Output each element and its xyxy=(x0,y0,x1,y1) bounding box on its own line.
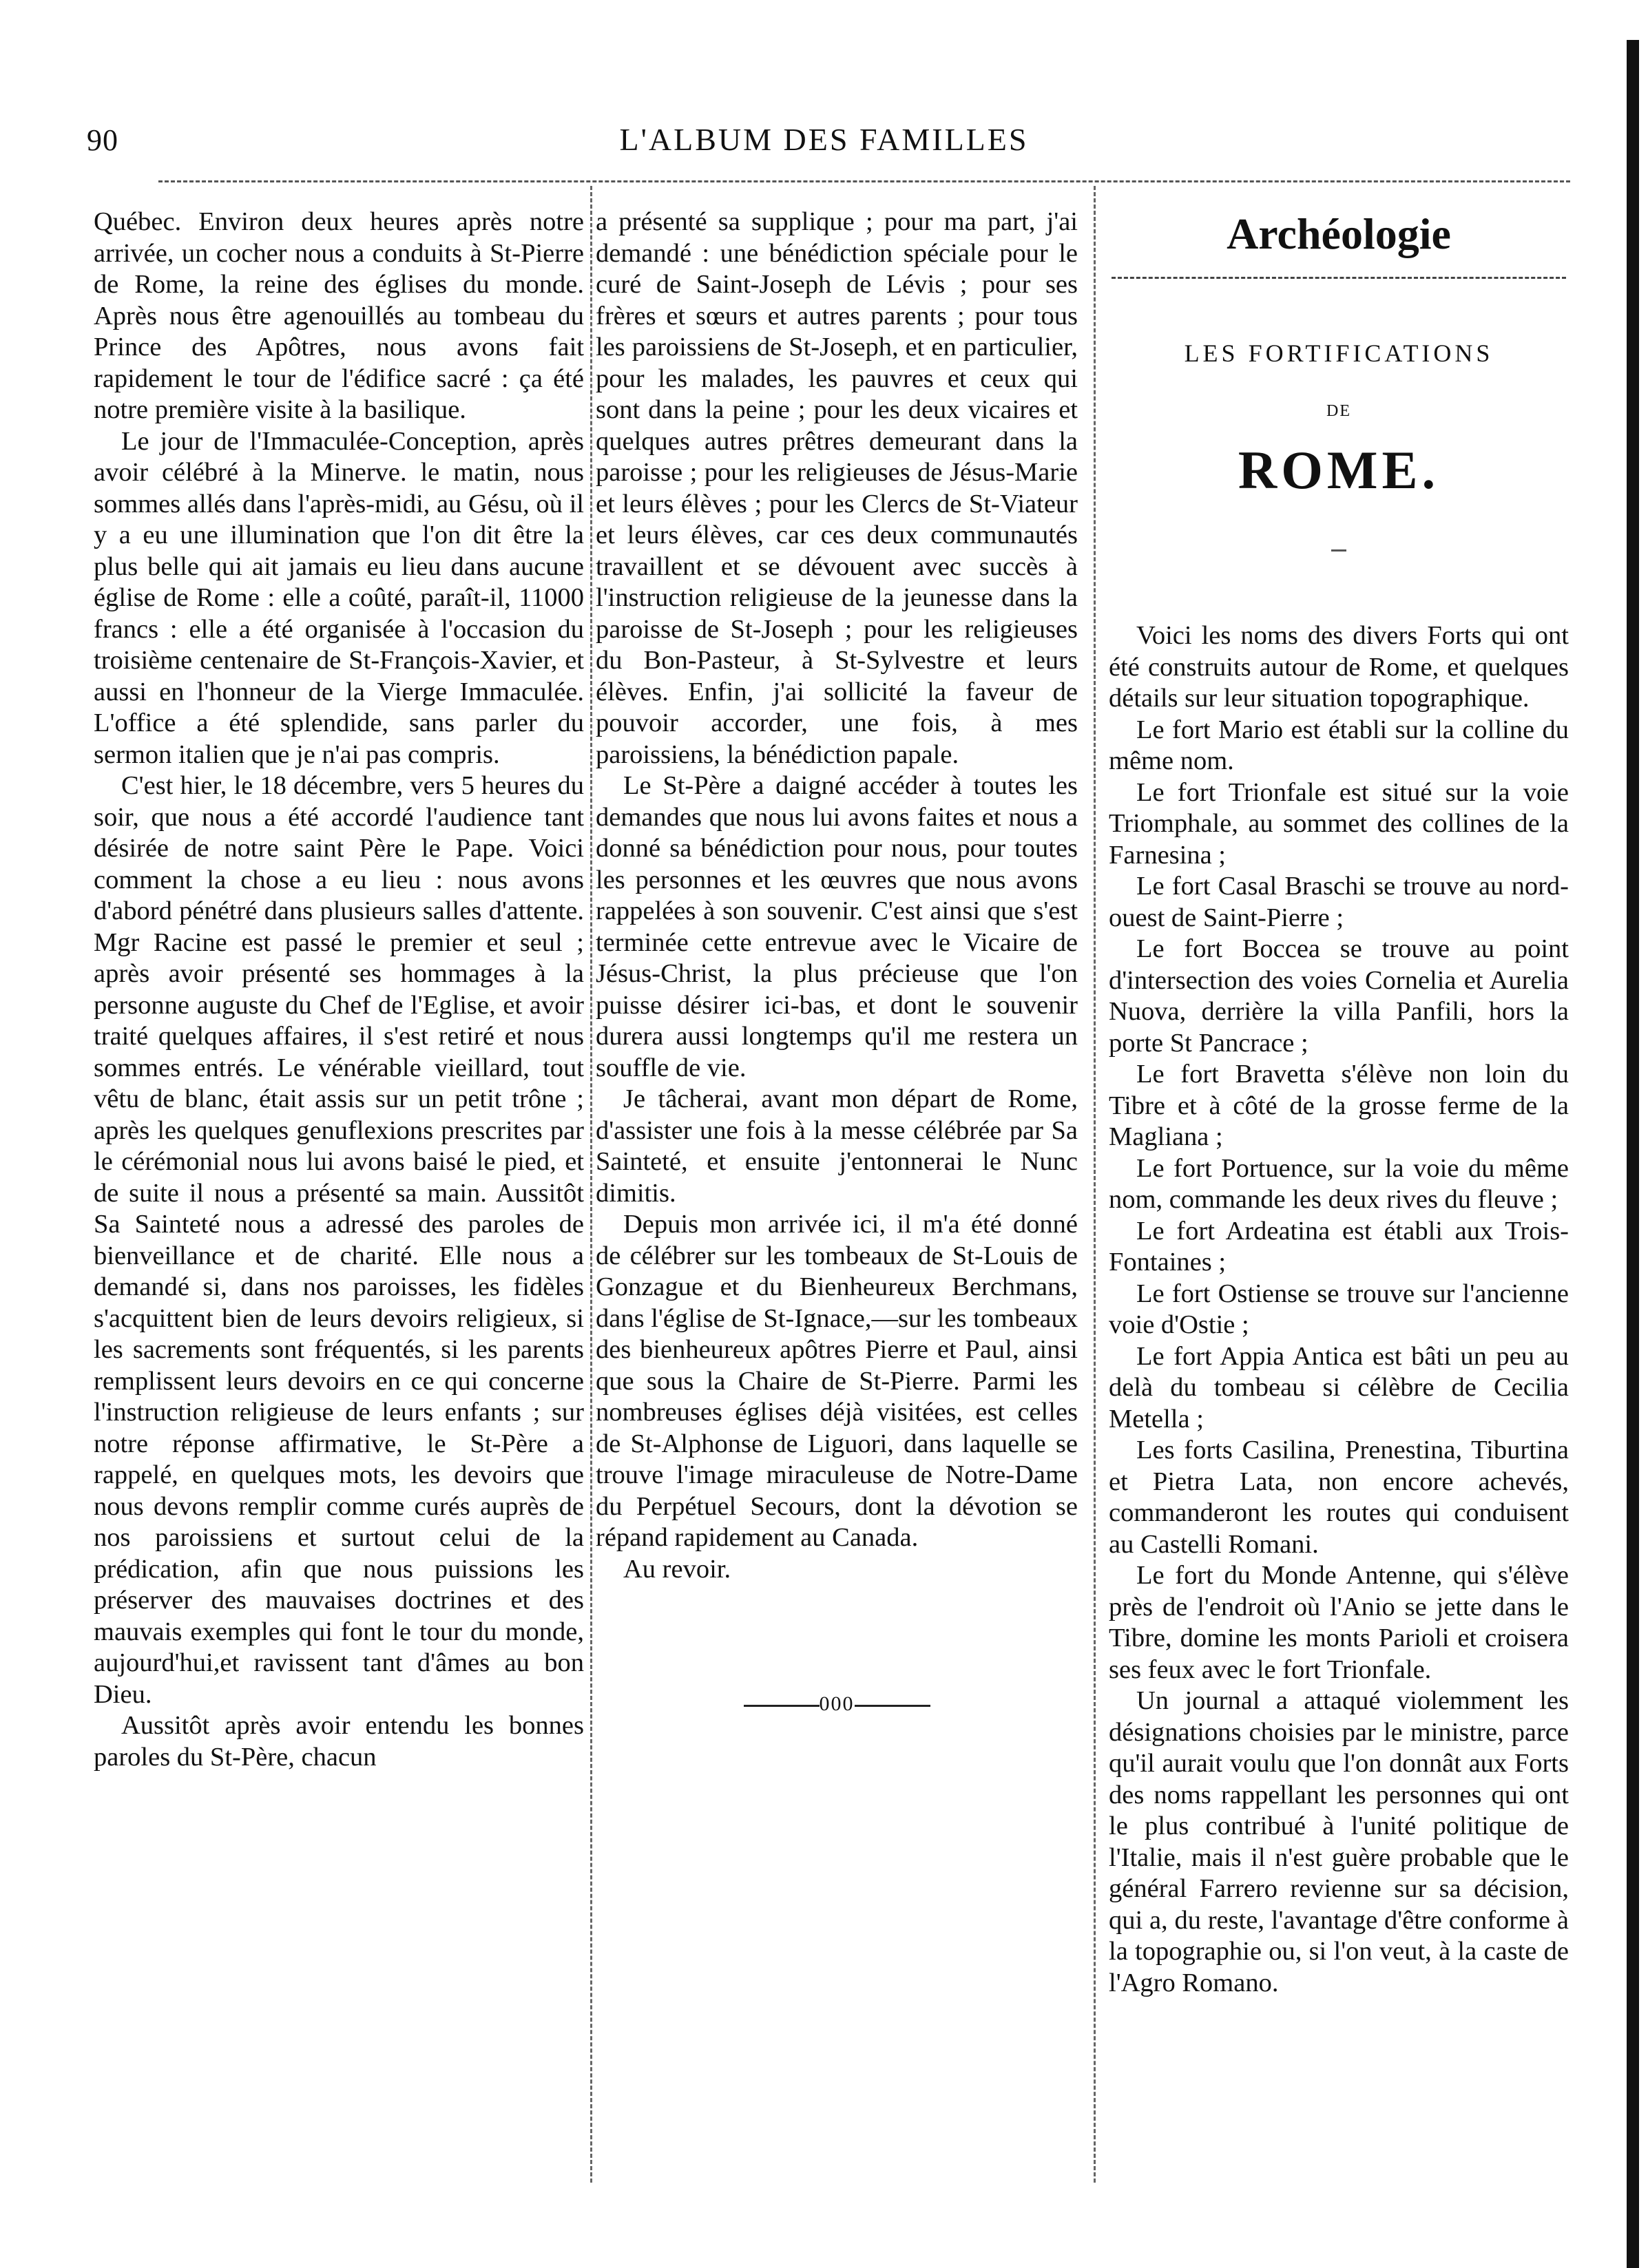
paragraph: Un journal a attaqué violemment les désignations choisies par le ministre, parce qu'il aurait voulu que l'on donnât aux Forts des noms rappellant les personnes qui ont le plus contribué à l'unité politique de l'Italie, mais il n'est guère probable que le général Farrero revienne sur sa décision, qui a, du reste, l'avantage d'être conforme à la topographie ou, si l'on veut, à la caste de l'Agro Romano. xyxy=(1109,1686,1569,1997)
paragraph: Depuis mon arrivée ici, il m'a été donné de célébrer sur les tombeaux de St-Louis de Gonzague et du Bienheureux Berchmans, dans l'église de St-Ignace,—sur les tombeaux des bienheureux apôtres Pierre et Paul, ainsi que sous la Chaire de St-Pierre. Parmi les nombreuses églises déjà visitées, est celles de St-Alphonse de Liguori, dans laquelle se trouve l'image miraculeuse de Notre-Dame du Perpétuel Secours, dont la dévotion se répand rapidement au Canada. xyxy=(596,1210,1078,1552)
page-number: 90 xyxy=(87,123,118,157)
title-rule xyxy=(1112,277,1566,279)
paragraph: Le fort Mario est établi sur la colline du même nom. xyxy=(1109,715,1569,775)
running-head: L'ALBUM DES FAMILLES xyxy=(619,122,1029,157)
end-dash-right xyxy=(855,1705,930,1707)
paragraph: Le fort Appia Antica est bâti un peu au delà du tombeau si célèbre de Cecilia Metella ; xyxy=(1109,1341,1569,1434)
paragraph: Québec. Environ deux heures après notre arrivée, un cocher nous a conduits à St-Pierre de Rome, la reine des églises du monde. Après nous être agenouillés au tombeau du Prince des Apôtres, nous avons fait rapidement le tour de l'édifice sacré : ça été notre première visite à la basilique. xyxy=(94,207,584,424)
end-dash-left xyxy=(744,1705,820,1707)
signoff: Au revoir. xyxy=(623,1554,731,1584)
column-separator xyxy=(590,186,592,2183)
column-separator xyxy=(1094,186,1096,2183)
column-1 xyxy=(94,207,584,1773)
end-mark-text: 000 xyxy=(819,1692,855,1715)
paragraph: Le fort Portuence, sur la voie du même nom, commande les deux rives du fleuve ; xyxy=(1109,1153,1569,1214)
paragraph: C'est hier, le 18 décembre, vers 5 heures du soir, que nous a été accordé l'audience tant désirée de notre saint Père le Pape. Voici comment la chose a eu lieu : nous avons d'abord pénétré dans plusieurs salles d'attente. Mgr Racine est passé le premier et seul ; après avoir présenté ses hommages à la personne auguste du Chef de l'Eglise, et avoir traité quelques affaires, il s'est retiré et nous sommes entrés. Le vénérable vieillard, tout vêtu de blanc, était assis sur un petit trône ; après les quelques genuflexions prescrites par le cérémonial nous lui avons baisé le pied, et de suite il nous a présenté sa main. Aussitôt Sa Sainteté nous a adressé des paroles de bienveillance et de charité. Elle nous a demandé si, dans nos paroisses, les fidèles s'acquittent bien de leurs devoirs religieux, si les sacrements sont fréquentés, si les parents remplissent leurs devoirs en ce qui concerne l'instruction religieuse de leurs enfants ; sur notre réponse affirmative, le St-Père a rappelé, en quelques mots, les devoirs que nous devons remplir comme curés auprès de nos paroissiens et surtout celui de la prédication, afin que nous puissions les préserver des mauvaises doctrines et des mauvais exemples qui font le tour du monde, aujourd'hui,et ravissent tant d'âmes au bon Dieu. xyxy=(94,771,584,1709)
paragraph: Aussitôt après avoir entendu les bonnes paroles du St-Père, chacun xyxy=(94,1711,584,1772)
column-3 xyxy=(1109,207,1569,1999)
page-edge-bar xyxy=(1627,40,1639,2268)
section-end-mark xyxy=(596,1688,1078,1720)
paragraph: Les forts Casilina, Prenestina, Tiburtina et Pietra Lata, non encore achevés, commanderont les routes qui conduisent au Castelli Romani. xyxy=(1109,1436,1569,1559)
section-title: Archéologie xyxy=(1227,209,1451,258)
paragraph: Le fort Casal Braschi se trouve au nord-ouest de Saint-Pierre ; xyxy=(1109,872,1569,932)
article-subtitle-de: DE xyxy=(1326,401,1351,420)
paragraph: Voici les noms des divers Forts qui ont été construits autour de Rome, et quelques détails sur leur situation topographique. xyxy=(1109,621,1569,713)
article-title: ROME. xyxy=(1238,440,1440,500)
paragraph: a présenté sa supplique ; pour ma part, j'ai demandé : une bénédiction spéciale pour le curé de Saint-Joseph de Lévis ; pour ses frères et sœurs et autres parents ; pour tous les paroissiens de St-Joseph, et en particulier, pour les malades, les pauvres et ceux qui sont dans la peine ; pour les deux vicaires et quelques autres prêtres demeurant dans la paroisse ; pour les religieuses de Jésus-Marie et leurs élèves ; pour les Clercs de St-Viateur et leurs élèves, car ces deux communautés travaillent et se dévouent avec succès à l'instruction religieuse de la jeunesse dans la paroisse de St-Joseph ; pour les religieuses du Bon-Pasteur, à St-Sylvestre et leurs élèves. Enfin, j'ai sollicité la faveur de pouvoir accorder, une fois, à mes paroissiens, la bénédiction papale. xyxy=(596,207,1078,769)
paragraph: Le fort Bravetta s'élève non loin du Tibre et à côté de la grosse ferme de la Magliana ; xyxy=(1109,1060,1569,1151)
paragraph: Le fort Ardeatina est établi aux Trois-Fontaines ; xyxy=(1109,1216,1569,1277)
paragraph: Le fort du Monde Antenne, qui s'élève près de l'endroit où l'Anio se jette dans le Tibre, domine les monts Parioli et croisera ses feux avec le fort Trionfale. xyxy=(1109,1561,1569,1684)
column-2 xyxy=(596,207,1078,1720)
paragraph: Le St-Père a daigné accéder à toutes les demandes que nous lui avons faites et nous a donné sa bénédiction pour nous, pour toutes les personnes et les œuvres que nous avons rappelées à son souvenir. C'est ainsi que s'est terminée cette entrevue avec le Vicaire de Jésus-Christ, la plus précieuse que l'on puisse désirer ici-bas, et dont le souvenir durera aussi longtemps qu'il me restera un souffle de vie. xyxy=(596,771,1078,1082)
paragraph: Je tâcherai, avant mon départ de Rome, d'assister une fois à la messe célébrée par Sa Sainteté, et ensuite j'entonnerai le Nunc dimitis. xyxy=(596,1084,1078,1208)
article-body xyxy=(1109,620,1569,1999)
header-rule xyxy=(158,180,1570,182)
paragraph: Le fort Boccea se trouve au point d'intersection des voies Cornelia et Aurelia Nuova, derrière la villa Panfili, hors la porte St Pancrace ; xyxy=(1109,934,1569,1058)
paragraph: Le fort Ostiense se trouve sur l'ancienne voie d'Ostie ; xyxy=(1109,1279,1569,1339)
paragraph: Le fort Trionfale est situé sur la voie Triomphale, au sommet des collines de la Farnesina ; xyxy=(1109,777,1569,870)
paragraph: Le jour de l'Immaculée-Conception, après avoir célébré à la Minerve. le matin, nous sommes allés dans l'après-midi, au Gésu, où il y a eu une illumination que l'on dit être la plus belle qui ait jamais eu lieu dans aucune église de Rome : elle a coûté, paraît-il, 11000 francs : elle a été organisée à l'occasion du troisième centenaire de St-François-Xavier, et aussi en l'honneur de la Vierge Immaculée. L'office a été splendide, sans parler du sermon italien que je n'ai pas compris. xyxy=(94,426,584,769)
small-dash xyxy=(1331,549,1346,552)
article-subtitle: LES FORTIFICATIONS xyxy=(1184,339,1494,367)
